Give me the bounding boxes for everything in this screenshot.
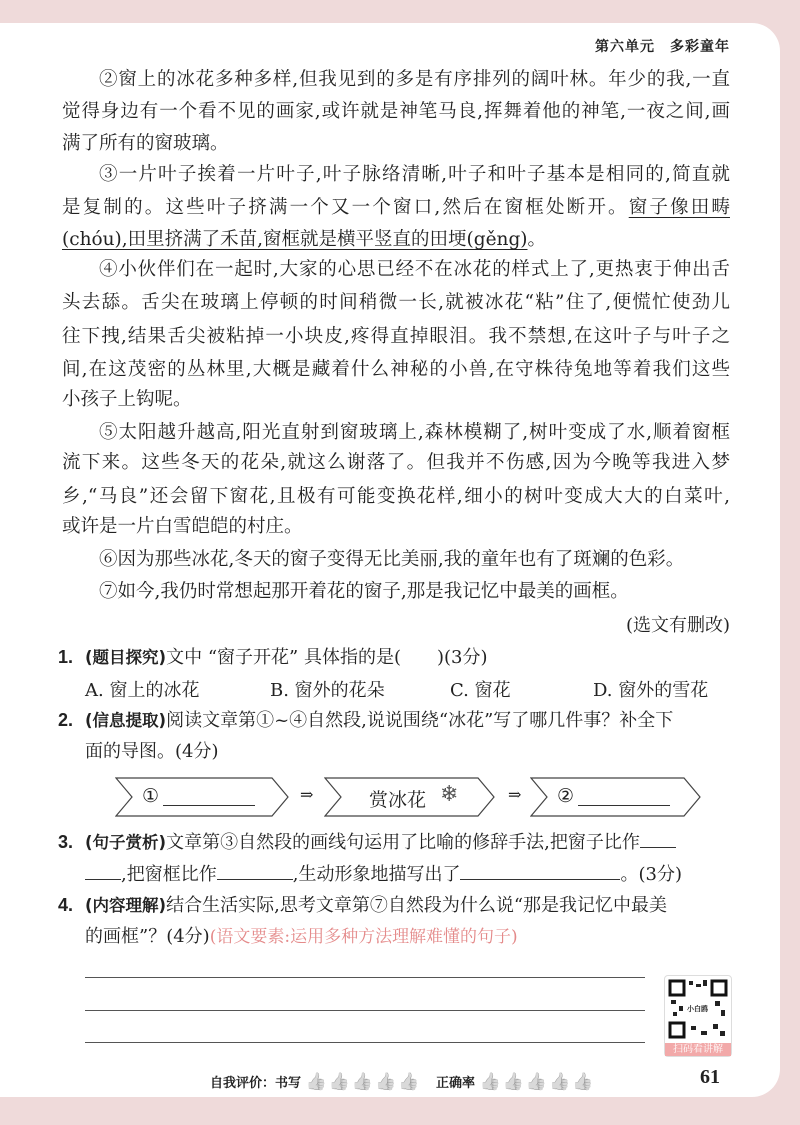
arrow-icon: ⇒ xyxy=(300,785,314,804)
answer-blank[interactable] xyxy=(578,787,670,806)
question-text: 文章第③自然段的画线句运用了比喻的修辞手法,把窗子比作 xyxy=(166,832,640,853)
line-text: 间,在这茂密的丛林里,大概是藏着什么神秘的小兽,在守株待兔地等着我们这些 xyxy=(62,359,730,380)
line-text: 乡,“马良”还会留下窗花,且极有可能变换花样,细小的树叶变成大大的白菜叶, xyxy=(62,486,730,507)
option-a[interactable]: A. 窗上的冰花 xyxy=(85,680,200,701)
line-text: 或许是一片白雪皑皑的村庄。 xyxy=(62,516,303,537)
snowflake-icon: ❄ xyxy=(440,782,459,807)
passage-line xyxy=(62,548,730,572)
passage-line xyxy=(62,358,730,382)
line-text: 流下来。这些冬天的花朵,就这么谢落了。但我并不伤感,因为今晚等我进入梦 xyxy=(62,452,730,473)
thumb-up-icon[interactable]: 👍 xyxy=(375,1072,397,1092)
passage-line xyxy=(62,132,730,156)
diagram-box-1-label: ① xyxy=(142,785,160,807)
question-tag: (句子赏析) xyxy=(85,833,167,852)
qr-center-logo: 小白鸥 xyxy=(687,1005,708,1013)
page-number: 61 xyxy=(700,1066,720,1088)
answer-line[interactable] xyxy=(85,1010,645,1011)
passage-line xyxy=(62,485,730,509)
answer-blank[interactable] xyxy=(163,787,255,806)
option-d[interactable]: D. 窗外的雪花 xyxy=(593,680,709,701)
thumb-up-icon[interactable]: 👍 xyxy=(572,1072,594,1092)
passage-line xyxy=(62,451,730,475)
answer-blank[interactable] xyxy=(460,861,620,880)
line-text: ②窗上的冰花多种多样,但我见到的多是有序排列的阔叶林。年少的我,一直 xyxy=(99,69,730,90)
answer-blank[interactable] xyxy=(85,861,121,880)
thumb-up-icon[interactable]: 👍 xyxy=(328,1072,350,1092)
question-number: 4. xyxy=(58,895,74,915)
question-tag: (内容理解) xyxy=(85,896,167,915)
question-tag: (题目探究) xyxy=(85,648,167,667)
question-tag: (信息提取) xyxy=(85,711,167,730)
qr-code[interactable] xyxy=(664,975,732,1057)
passage-line xyxy=(62,580,730,604)
accuracy-label: 正确率 xyxy=(435,1076,475,1091)
thumb-up-icon[interactable]: 👍 xyxy=(398,1072,420,1092)
question-3 xyxy=(58,829,676,855)
line-text: 小孩子上钩呢。 xyxy=(62,389,192,410)
question-number: 1. xyxy=(58,647,74,667)
diagram-box-3[interactable] xyxy=(530,777,702,817)
line-text: ③一片叶子挨着一片叶子,叶子脉络清晰,叶子和叶子基本是相同的,简直就 xyxy=(99,164,730,185)
passage-line xyxy=(62,258,730,282)
writing-rating[interactable] xyxy=(305,1072,422,1092)
passage-line xyxy=(62,228,730,252)
passage-line xyxy=(62,421,730,445)
question-text: ,生动形象地描写出了 xyxy=(292,864,461,885)
line-text: ⑥因为那些冰花,冬天的窗子变得无比美丽,我的童年也有了斑斓的色彩。 xyxy=(99,549,685,570)
question-text: 阅读文章第①~④自然段,说说围绕“冰花”写了哪几件事？补全下 xyxy=(166,710,674,731)
line-text: 是复制的。这些叶子挤满一个又一个窗口,然后在窗框处断开。 xyxy=(62,197,629,218)
question-text: 的画框”？(4分) xyxy=(85,926,210,947)
question-3-text-cont xyxy=(85,861,682,887)
diagram-box-2-label: 赏冰花 xyxy=(369,789,427,811)
passage-line xyxy=(62,388,730,412)
arrow-icon: ⇒ xyxy=(508,785,522,804)
diagram-box-1[interactable] xyxy=(115,777,290,817)
answer-line[interactable] xyxy=(85,977,645,978)
question-text: 结合生活实际,思考文章第⑦自然段为什么说“那是我记忆中最美 xyxy=(166,895,668,916)
question-number: 3. xyxy=(58,832,74,852)
answer-blank[interactable] xyxy=(640,829,676,848)
unit-header: 第六单元 多彩童年 xyxy=(595,39,730,55)
passage-line xyxy=(62,163,730,187)
question-4 xyxy=(58,893,667,918)
question-2-text-cont: 面的导图。(4分) xyxy=(85,741,219,762)
thumb-up-icon[interactable]: 👍 xyxy=(549,1072,571,1092)
underlined-sentence: 窗子像田畴 xyxy=(628,197,730,218)
diagram-box-2 xyxy=(324,777,496,817)
line-text: ④小伙伴们在一起时,大家的心思已经不在冰花的样式上了,更热衷于伸出舌 xyxy=(99,259,730,280)
diagram-box-3-label: ② xyxy=(557,785,575,807)
line-text: 。 xyxy=(527,229,547,250)
question-4-text-cont xyxy=(85,925,518,949)
question-text: ,把窗框比作 xyxy=(121,864,217,885)
passage-line xyxy=(62,68,730,92)
question-text: 。(3分) xyxy=(620,864,682,885)
thumb-up-icon[interactable]: 👍 xyxy=(502,1072,524,1092)
answer-line[interactable] xyxy=(85,1042,645,1043)
line-text: ⑦如今,我仍时常想起那开着花的窗子,那是我记忆中最美的画框。 xyxy=(99,581,629,602)
qr-label: 扫码看讲解 xyxy=(665,1043,731,1056)
underlined-sentence: (chóu),田里挤满了禾苗,窗框就是横平竖直的田埂(gěng) xyxy=(62,229,528,250)
answer-blank[interactable] xyxy=(217,861,293,880)
self-evaluation xyxy=(210,1072,595,1092)
thumb-up-icon[interactable]: 👍 xyxy=(351,1072,374,1092)
line-text: ⑤太阳越升越高,阳光直射到窗玻璃上,森林模糊了,树叶变成了水,顺着窗框 xyxy=(99,422,730,443)
passage-line xyxy=(62,291,730,315)
line-text: 头去舔。舌尖在玻璃上停顿的时间稍微一长,就被冰花“粘”住了,便慌忙使劲儿 xyxy=(62,292,730,313)
passage-line xyxy=(62,196,730,220)
thumb-up-icon[interactable]: 👍 xyxy=(305,1072,327,1092)
question-text: 文中 “窗子开花” 具体指的是( )(3分) xyxy=(166,647,488,668)
line-text: 满了所有的窗玻璃。 xyxy=(62,133,229,154)
passage-line xyxy=(62,515,730,539)
thumb-up-icon[interactable]: 👍 xyxy=(525,1072,547,1092)
skill-hint: (语文要素:运用多种方法理解难懂的句子) xyxy=(209,927,518,947)
line-text: 觉得身边有一个看不见的画家,或许就是神笔马良,挥舞着他的神笔,一夜之间,画 xyxy=(62,101,730,122)
source-note: (选文有删改) xyxy=(625,615,730,636)
option-b[interactable]: B. 窗外的花朵 xyxy=(270,680,385,701)
line-text: 往下拽,结果舌尖被粘掉一小块皮,疼得直掉眼泪。我不禁想,在这叶子与叶子之 xyxy=(62,326,730,347)
question-1 xyxy=(58,645,487,670)
passage-line xyxy=(62,325,730,349)
option-c[interactable]: C. 窗花 xyxy=(450,680,511,701)
question-2 xyxy=(58,708,673,733)
question-number: 2. xyxy=(58,710,74,730)
thumb-up-icon[interactable]: 👍 xyxy=(479,1072,501,1092)
self-eval-label: 自我评价：书写 xyxy=(210,1076,302,1091)
accuracy-rating[interactable] xyxy=(479,1072,595,1092)
passage-line xyxy=(62,100,730,124)
